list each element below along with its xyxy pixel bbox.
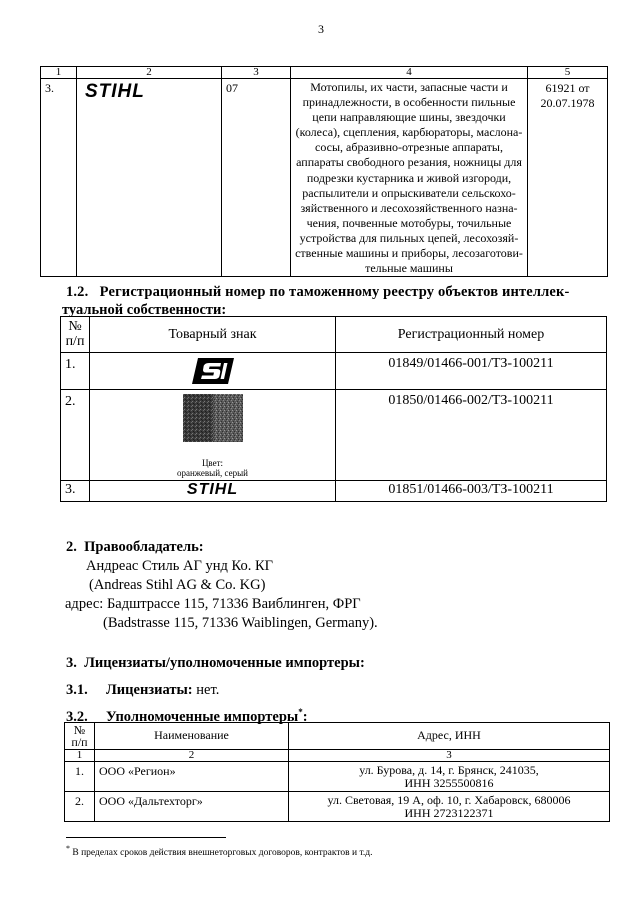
col-number: 3 (289, 750, 610, 762)
header-trademark: Товарный знак (90, 317, 336, 353)
section-3-title: 3. Лицензиаты/уполномоченные импортеры: (66, 655, 365, 671)
footnote-marker: * (66, 844, 70, 853)
row-number: 1. (65, 762, 95, 792)
section-3-1: 3.1. Лицензиаты: нет. (66, 682, 220, 698)
col-number: 4 (291, 67, 528, 79)
header-address: Адрес, ИНН (289, 723, 610, 750)
importers-table-header (65, 723, 610, 750)
footnote-divider (66, 837, 226, 838)
rightholder-name-en: (Andreas Stihl AG & Co. KG) (89, 577, 266, 593)
registration-number: 01850/01466-002/ТЗ-100211 (336, 390, 607, 481)
table-row (41, 79, 608, 277)
registration-info: 61921 от 20.07.1978 (528, 79, 608, 277)
table-row (65, 792, 610, 822)
goods-description: Мотопилы, их части, запасные части и принадлежности, в особенности пильные цепи направляющие шины, звездочки (колеса), сцепления, карбюраторы, маслона- сосы, абразивно-отрезные аппараты, аппараты свободного резания, ножницы для подрезки кустарника и живой изгороди, распылители и опрыскиватели сельскохо- зяйственного и лесохозяйственного назна- чения, почвенные мотобуры, точильные устройства для пильных цепей, лесохозяй- ственные машины и приборы, лесозаготови- тельные машины (291, 79, 528, 277)
table-row (61, 353, 607, 390)
rightholder-name-ru: Андреас Стиль АГ унд Ко. КГ (86, 558, 274, 574)
trademark-cell (90, 390, 336, 481)
goods-table (40, 66, 608, 277)
col-number: 1 (65, 750, 95, 762)
registration-number: 01849/01466-001/ТЗ-100211 (336, 353, 607, 390)
rightholder-address-ru: адрес: Бадштрассе 115, 71336 Ваиблинген, ФРГ (65, 596, 361, 612)
footnote-marker: * (298, 707, 303, 717)
trademark-cell (77, 79, 222, 277)
stihl-emblem-icon (192, 358, 234, 384)
trademark-table (60, 316, 607, 502)
rightholder-address-en: (Badstrasse 115, 71336 Waiblingen, Germany). (103, 615, 378, 631)
section-3-2: 3.2. Уполномоченные импортеры*: (66, 707, 308, 725)
importers-table (64, 722, 610, 822)
color-label: Цвет: (201, 458, 224, 468)
header-number: № п/п (65, 723, 95, 750)
row-number: 1. (61, 353, 90, 390)
header-registration: Регистрационный номер (336, 317, 607, 353)
color-value: оранжевый, серый (177, 468, 248, 478)
page-number: 3 (318, 22, 324, 36)
table-row (61, 481, 607, 502)
col-number: 3 (222, 67, 291, 79)
stihl-logo: STIHL (186, 481, 239, 498)
row-number: 3. (41, 79, 77, 277)
col-number: 2 (95, 750, 289, 762)
col-number: 5 (528, 67, 608, 79)
importer-name: ООО «Регион» (95, 762, 289, 792)
trademark-cell (90, 353, 336, 390)
col-number: 1 (41, 67, 77, 79)
section-1-2-heading: 1.2. Регистрационный номер по таможенному реестру объектов интеллек- туальной собственности: (62, 284, 570, 318)
footnote-text: В пределах сроков действия внешнеторговых договоров, контрактов и т.д. (72, 848, 373, 859)
importer-name: ООО «Дальтехторг» (95, 792, 289, 822)
section-2-title: 2. Правообладатель: (66, 539, 204, 555)
trademark-table-header (61, 317, 607, 353)
registration-number: 01851/01466-003/ТЗ-100211 (336, 481, 607, 502)
stihl-logo: STIHL (85, 81, 145, 102)
col-number: 2 (77, 67, 222, 79)
section-2 (66, 538, 378, 633)
trademark-cell (90, 481, 336, 502)
row-number: 2. (61, 390, 90, 481)
importers-column-numbers (65, 750, 610, 762)
goods-table-header-row (41, 67, 608, 79)
class-code: 07 (222, 79, 291, 277)
table-row (65, 762, 610, 792)
row-number: 3. (61, 481, 90, 502)
header-name: Наименование (95, 723, 289, 750)
importer-address: ул. Световая, 19 А, оф. 10, г. Хабаровск, 680006 ИНН 2723122371 (289, 792, 610, 822)
importer-address: ул. Бурова, д. 14, г. Брянск, 241035, ИНН 3255500816 (289, 762, 610, 792)
row-number: 2. (65, 792, 95, 822)
header-number: № п/п (61, 317, 90, 353)
color-trademark-icon (183, 394, 243, 442)
table-row (61, 390, 607, 481)
footnote (66, 844, 372, 858)
